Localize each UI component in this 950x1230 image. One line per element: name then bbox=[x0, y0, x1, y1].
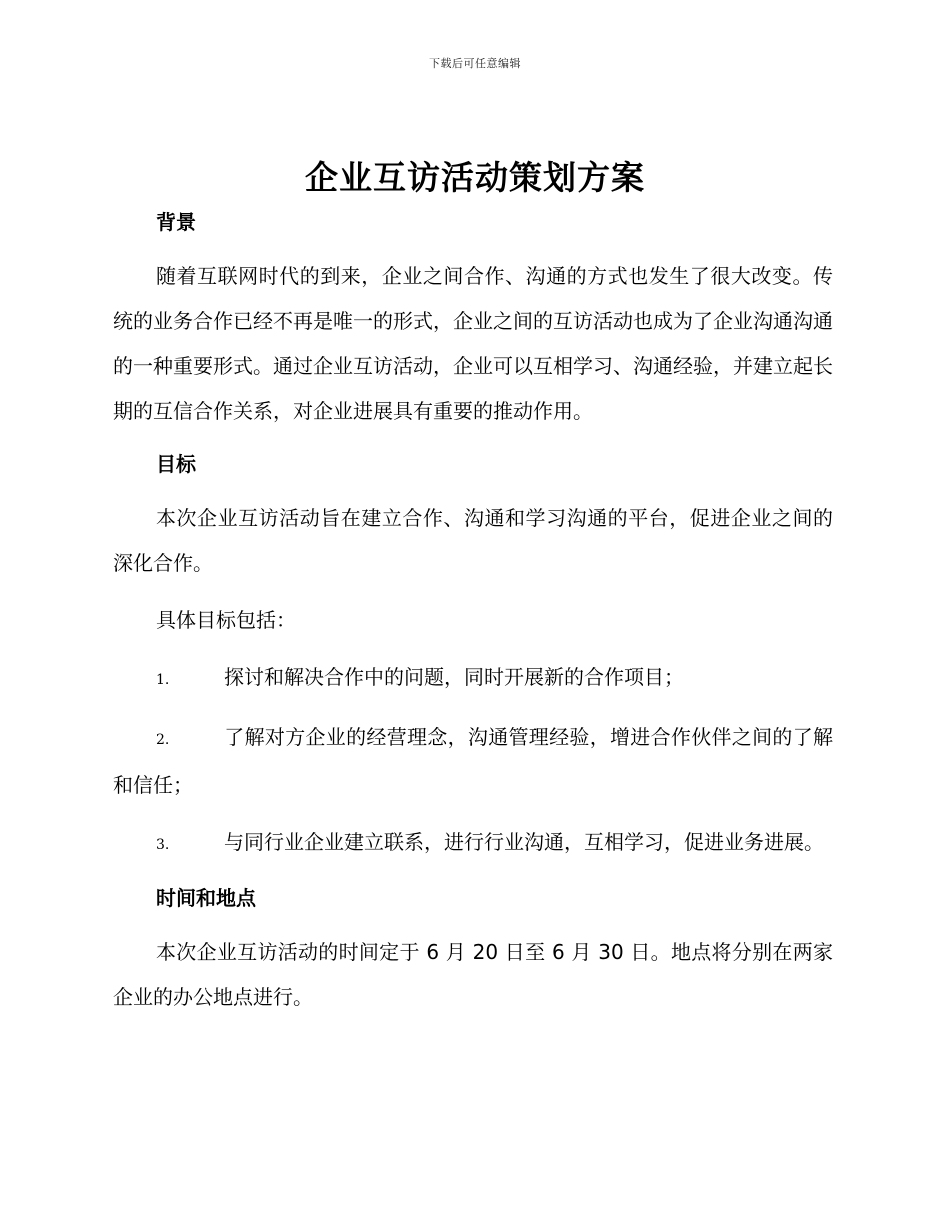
page-title: 企业互访活动策划方案 bbox=[305, 158, 645, 197]
paragraph-time-place: 本次企业互访活动的时间定于 6 月 20 日至 6 月 30 日。地点将分别在两家企业的办公地点进行。 bbox=[113, 940, 833, 1009]
list-number: 2. bbox=[156, 732, 170, 748]
header-note: 下载后可任意编辑 bbox=[429, 57, 521, 70]
list-item-text: 探讨和解决合作中的问题，同时开展新的合作项目； bbox=[224, 665, 684, 689]
section-heading-time-place: 时间和地点 bbox=[156, 886, 256, 910]
section-heading-background: 背景 bbox=[156, 210, 196, 234]
paragraph-goals: 本次企业互访活动旨在建立合作、沟通和学习沟通的平台，促进企业之间的深化合作。 bbox=[113, 506, 833, 575]
paragraph-background: 随着互联网时代的到来，企业之间合作、沟通的方式也发生了很大改变。传统的业务合作已经不再是唯一的形式，企业之间的互访活动也成为了企业沟通沟通的一种重要形式。通过企业互访活动，企业可以互相学习、沟通经验，并建立起长期的互信合作关系，对企业进展具有重要的推动作用。 bbox=[113, 264, 833, 423]
list-number: 3. bbox=[156, 837, 170, 853]
document-body bbox=[113, 204, 833, 1020]
list-item bbox=[113, 715, 833, 808]
goals-intro: 具体目标包括： bbox=[156, 608, 296, 632]
list-item bbox=[113, 655, 833, 703]
list-item-text: 与同行业企业建立联系，进行行业沟通，互相学习，促进业务进展。 bbox=[224, 830, 824, 854]
list-number: 1. bbox=[156, 672, 170, 688]
list-item bbox=[113, 820, 833, 868]
section-heading-goals: 目标 bbox=[156, 452, 196, 476]
list-item-text: 了解对方企业的经营理念，沟通管理经验，增进合作伙伴之间的了解和信任； bbox=[113, 725, 833, 797]
